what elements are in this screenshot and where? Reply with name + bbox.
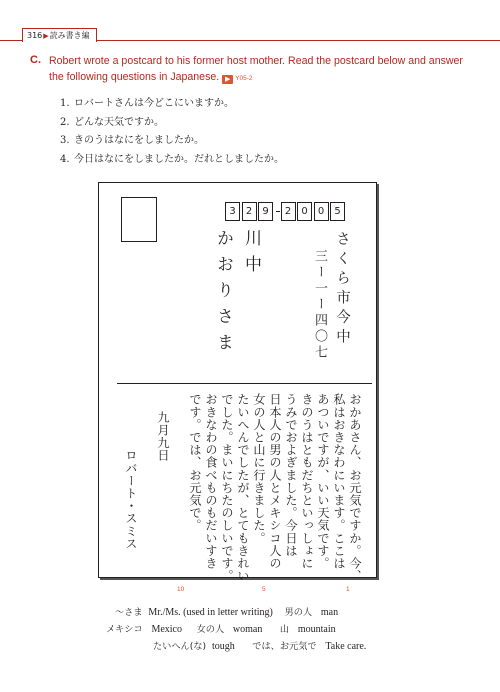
zip-dash	[276, 211, 280, 212]
letter-signature: ロバート・スミス	[124, 449, 138, 550]
line-number: 10	[177, 586, 185, 593]
zip-digit: 3	[225, 202, 240, 221]
triangle-right-icon: ▶	[43, 32, 49, 40]
message-line: きのうはともだちといっしょに	[300, 393, 314, 570]
message-line: 私はおきなわにいます。ここは	[332, 393, 346, 570]
message-line: うみでおよぎました。今日は	[284, 393, 298, 557]
message-line: おかあさん、お元気ですか。今、	[348, 393, 362, 582]
postcard	[98, 182, 377, 582]
vocab-term: 男の人	[284, 607, 313, 618]
vocab-row	[115, 606, 338, 620]
zip-digit: 9	[258, 202, 273, 221]
question-text	[49, 53, 479, 87]
message-line: です。では、お元気で。	[188, 393, 202, 532]
vocab-term: たいへん(な)	[153, 641, 207, 652]
question-list	[60, 95, 284, 169]
zip-digit: 0	[297, 202, 312, 221]
speaker-icon[interactable]: ▶	[222, 75, 233, 84]
vocab-term: では、お元気で	[252, 641, 317, 652]
postal-code	[225, 201, 347, 221]
message-line: たいへんでしたが、とてもきれい	[236, 393, 250, 582]
message-line: 女の人と山に行きました。	[252, 393, 266, 545]
question-prompt: Robert wrote a postcard to his former host mother. Read the postcard below and answer the following questions in Japanese.	[49, 55, 463, 83]
question-item: 1. ロバートさんは今どこにいますか。	[60, 98, 234, 109]
vocab-gloss: tough	[211, 641, 235, 652]
vocab-gloss: woman	[232, 624, 263, 635]
zip-digit: 2	[281, 202, 296, 221]
vocab-gloss: Mexico	[151, 624, 182, 635]
vocab-gloss: Take care.	[325, 641, 367, 652]
message-line: でした。まいにちたのしいです。	[220, 393, 234, 582]
postcard-divider	[117, 383, 372, 384]
vocab-term: 〜さま	[115, 607, 143, 618]
audio-code: Y05-2	[235, 75, 253, 82]
addressee-line: かおりさま	[213, 229, 233, 359]
vocab-term: 女の人	[196, 624, 225, 635]
question-item: 2. どんな天気ですか。	[60, 116, 164, 128]
message-line: 日本人の男の人とメキシコ人の	[268, 393, 282, 570]
vocab-row	[106, 623, 336, 637]
zip-digit: 2	[242, 202, 257, 221]
stamp-box	[121, 197, 157, 242]
section-title: 読み書き編	[49, 31, 90, 40]
vocab-gloss: man	[320, 607, 339, 618]
vocab-gloss: Mr./Ms. (used in letter writing)	[148, 607, 273, 618]
zip-digit: 5	[330, 202, 345, 221]
line-number: 1	[346, 586, 350, 593]
question-item: 4. 今日はなにをしましたか。だれとしましたか。	[60, 153, 284, 165]
page-header	[22, 28, 97, 42]
zip-digit: 0	[314, 202, 329, 221]
vocab-term: 山	[279, 624, 290, 635]
question-letter: C.	[30, 54, 41, 66]
page-number: 316	[27, 31, 43, 40]
message-line: あついですが、いい天気です。	[316, 393, 330, 570]
vocab-gloss: mountain	[297, 624, 336, 635]
address-line: さくら市今中	[334, 231, 350, 348]
vocab-term: メキシコ	[106, 624, 143, 635]
line-number: 5	[262, 586, 266, 593]
message-line: おきなわの食べものもだいすき	[204, 393, 218, 570]
question-item: 3. きのうはなにをしましたか。	[60, 135, 204, 146]
address-line: 三ー一ー四〇七	[312, 249, 327, 361]
vocab-row	[153, 640, 366, 654]
addressee-line: 川中	[241, 229, 261, 281]
letter-date: 九月九日	[156, 411, 170, 462]
